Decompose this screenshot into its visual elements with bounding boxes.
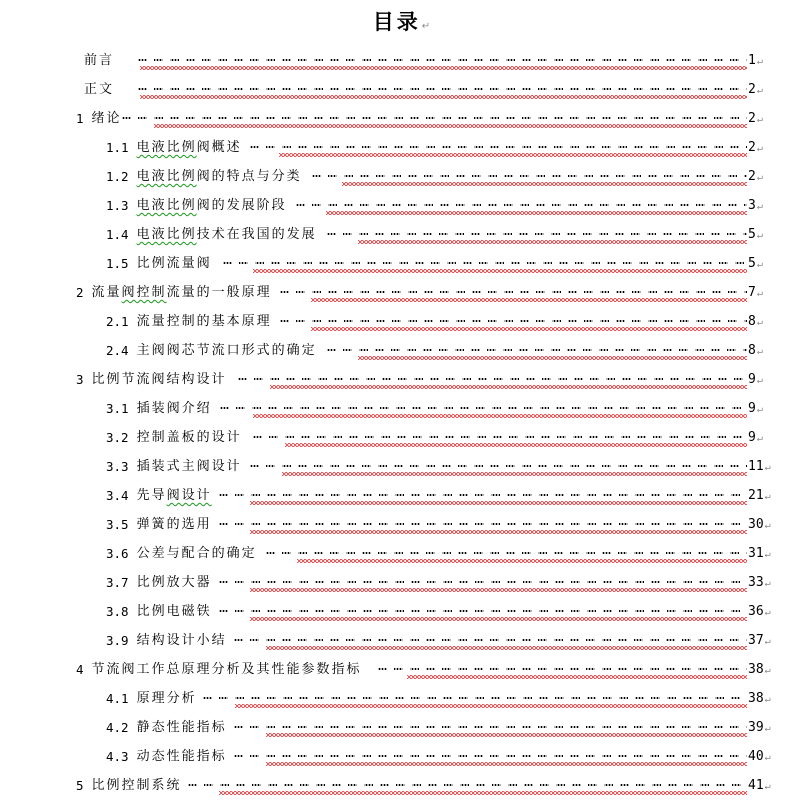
toc-entry-page: 2↵ — [748, 169, 763, 184]
dot-leader — [223, 249, 747, 278]
toc-entry-number: 2.4 — [106, 343, 129, 358]
toc-entry[interactable] — [0, 75, 803, 104]
paragraph-mark-icon: ↵ — [764, 520, 771, 531]
toc-entry-number: 2.1 — [106, 314, 129, 329]
toc-entry-title: 静态性能指标 — [136, 720, 227, 735]
toc-entry-page: 37↵ — [748, 633, 771, 648]
paragraph-mark-icon: ↵ — [764, 723, 771, 734]
spellcheck-underline — [358, 356, 747, 360]
spellcheck-underline — [326, 211, 747, 215]
toc-entry-title: 先导阀设计 — [136, 488, 212, 503]
toc-entry[interactable] — [0, 191, 803, 220]
paragraph-mark-icon: ↵ — [756, 346, 763, 357]
paragraph-mark-icon: ↵ — [756, 172, 763, 183]
spellcheck-underline — [250, 588, 747, 592]
toc-entry-number: 3 — [76, 372, 84, 387]
toc-entry-page: 41↵ — [748, 778, 771, 793]
dot-leader — [327, 336, 747, 365]
toc-entry[interactable] — [0, 307, 803, 336]
toc-entry-page: 9↵ — [748, 430, 763, 445]
spellcheck-underline — [282, 472, 747, 476]
toc-entry[interactable] — [0, 452, 803, 481]
spellcheck-underline — [250, 501, 747, 505]
toc-entry[interactable] — [0, 626, 803, 655]
paragraph-mark-icon: ↵ — [756, 114, 763, 125]
toc-entry-page: 2↵ — [748, 82, 763, 97]
spellcheck-underline — [311, 298, 747, 302]
toc-entry-page: 2↵ — [748, 111, 763, 126]
dot-leader — [188, 771, 747, 800]
spellcheck-underline — [266, 733, 747, 737]
dot-leader — [250, 452, 747, 481]
spellcheck-underline — [250, 617, 747, 621]
toc-entry-page: 1↵ — [748, 53, 763, 68]
toc-entry[interactable] — [0, 365, 803, 394]
toc-entry[interactable] — [0, 771, 803, 800]
grammar-underline: 电液比例 — [136, 198, 197, 213]
paragraph-mark-icon: ↵ — [756, 404, 763, 415]
toc-entry-number: 3.3 — [106, 459, 129, 474]
dot-leader — [266, 539, 747, 568]
dot-leader — [138, 75, 747, 104]
toc-entry[interactable] — [0, 220, 803, 249]
toc-entry-page: 38↵ — [748, 691, 771, 706]
toc-entry-title: 电液比例阀的特点与分类 — [136, 169, 302, 184]
paragraph-mark-icon: ↵ — [756, 143, 763, 154]
toc-entry[interactable] — [0, 510, 803, 539]
toc-entry-title: 节流阀工作总原理分析及其性能参数指标 — [91, 662, 362, 677]
toc-entry-title: 控制盖板的设计 — [136, 430, 242, 445]
spellcheck-underline — [140, 66, 747, 70]
toc-entry-number: 3.8 — [106, 604, 129, 619]
toc-entry-title: 比例放大器 — [136, 575, 212, 590]
toc-entry-title: 公差与配合的确定 — [136, 546, 257, 561]
toc-entry[interactable] — [0, 597, 803, 626]
toc-entry-page: 40↵ — [748, 749, 771, 764]
toc-entry-title: 电液比例技术在我国的发展 — [136, 227, 317, 242]
paragraph-mark-icon: ↵ — [764, 781, 771, 792]
toc-entry-number: 3.2 — [106, 430, 129, 445]
paragraph-mark-icon: ↵ — [764, 694, 771, 705]
toc-entry-title: 比例电磁铁 — [136, 604, 212, 619]
toc-entry-title: 主阀阀芯节流口形式的确定 — [136, 343, 317, 358]
paragraph-mark-icon: ↵ — [756, 259, 763, 270]
spellcheck-underline — [253, 414, 747, 418]
toc-entry-number: 2 — [76, 285, 84, 300]
paragraph-mark-icon: ↵ — [756, 85, 763, 96]
dot-leader — [203, 684, 747, 713]
paragraph-mark-icon: ↵ — [764, 549, 771, 560]
toc-entry[interactable] — [0, 713, 803, 742]
spellcheck-underline — [266, 762, 747, 766]
paragraph-mark-icon: ↵ — [764, 462, 771, 473]
spellcheck-underline — [285, 443, 747, 447]
spellcheck-underline — [266, 646, 747, 650]
paragraph-mark-icon: ↵ — [764, 491, 771, 502]
toc-entry-page: 31↵ — [748, 546, 771, 561]
toc-entry-title: 电液比例阀概述 — [136, 140, 242, 155]
grammar-underline: 电液比例 — [136, 140, 197, 155]
dot-leader — [312, 162, 747, 191]
paragraph-mark-icon: ↵ — [756, 230, 763, 241]
dot-leader — [219, 568, 747, 597]
spellcheck-underline — [297, 559, 747, 563]
toc-entry-number: 1.1 — [106, 140, 129, 155]
toc-entry-title: 比例流量阀 — [136, 256, 212, 271]
toc-entry-title: 插装式主阀设计 — [136, 459, 242, 474]
toc-entry[interactable] — [0, 278, 803, 307]
dot-leader — [219, 481, 747, 510]
toc-entry-title: 前言 — [84, 53, 115, 68]
toc-entry-title: 流量控制的基本原理 — [136, 314, 272, 329]
paragraph-mark-icon: ↵ — [756, 56, 763, 67]
toc-entry[interactable] — [0, 742, 803, 771]
toc-entry-number: 4 — [76, 662, 84, 677]
dot-leader — [220, 394, 747, 423]
paragraph-mark-icon: ↵ — [764, 607, 771, 618]
dot-leader — [378, 655, 747, 684]
toc-entry-page: 5↵ — [748, 227, 763, 242]
paragraph-mark-icon: ↵ — [756, 375, 763, 386]
toc-entry-title: 动态性能指标 — [136, 749, 227, 764]
toc-entry-page: 39↵ — [748, 720, 771, 735]
toc-entry-number: 1.4 — [106, 227, 129, 242]
toc-entry-number: 5 — [76, 778, 84, 793]
toc-entry-page: 30↵ — [748, 517, 771, 532]
toc-entry-title: 插装阀介绍 — [136, 401, 212, 416]
spellcheck-underline — [342, 182, 747, 186]
toc-entry-title: 流量阀控制流量的一般原理 — [91, 285, 272, 300]
grammar-underline: 电液比例 — [136, 169, 197, 184]
spellcheck-underline — [311, 327, 747, 331]
toc-entry-page: 9↵ — [748, 372, 763, 387]
toc-entry-number: 4.2 — [106, 720, 129, 735]
toc-entry[interactable] — [0, 104, 803, 133]
toc-entry-page: 9↵ — [748, 401, 763, 416]
toc-entry[interactable] — [0, 684, 803, 713]
toc-entry-page: 5↵ — [748, 256, 763, 271]
toc-entry[interactable] — [0, 46, 803, 75]
dot-leader — [138, 46, 747, 75]
dot-leader — [238, 365, 747, 394]
dot-leader — [234, 713, 747, 742]
toc-entry-page: 11↵ — [748, 459, 771, 474]
spellcheck-underline — [140, 95, 747, 99]
toc-entry-number: 3.5 — [106, 517, 129, 532]
spellcheck-underline — [279, 153, 747, 157]
spellcheck-underline — [235, 704, 747, 708]
toc-entry-number: 1.5 — [106, 256, 129, 271]
paragraph-mark-icon: ↵ — [421, 21, 431, 32]
spellcheck-underline — [358, 240, 747, 244]
paragraph-mark-icon: ↵ — [756, 201, 763, 212]
spellcheck-underline — [270, 385, 747, 389]
dot-leader — [296, 191, 747, 220]
toc-entry-page: 36↵ — [748, 604, 771, 619]
dot-leader — [219, 597, 747, 626]
paragraph-mark-icon: ↵ — [764, 578, 771, 589]
toc-entry-number: 4.1 — [106, 691, 129, 706]
toc-entry-number: 1.2 — [106, 169, 129, 184]
toc-entry-page: 33↵ — [748, 575, 771, 590]
toc-entry-number: 1 — [76, 111, 84, 126]
toc-entry[interactable] — [0, 249, 803, 278]
toc-entry-number: 3.6 — [106, 546, 129, 561]
spellcheck-underline — [250, 530, 747, 534]
toc-entry[interactable] — [0, 394, 803, 423]
paragraph-mark-icon: ↵ — [764, 665, 771, 676]
grammar-underline: 阀控制 — [121, 285, 167, 300]
dot-leader — [253, 423, 747, 452]
toc-entry-title: 原理分析 — [136, 691, 197, 706]
toc-entry-number: 1.3 — [106, 198, 129, 213]
dot-leader — [280, 278, 747, 307]
paragraph-mark-icon: ↵ — [756, 317, 763, 328]
paragraph-mark-icon: ↵ — [756, 433, 763, 444]
toc-entry[interactable] — [0, 655, 803, 684]
spellcheck-underline — [407, 675, 747, 679]
grammar-underline: 阀设计 — [166, 488, 212, 503]
toc-entry-page: 7↵ — [748, 285, 763, 300]
toc-entry-title: 绪论 — [91, 111, 122, 126]
paragraph-mark-icon: ↵ — [764, 636, 771, 647]
toc-entry-page: 21↵ — [748, 488, 771, 503]
dot-leader — [327, 220, 747, 249]
toc-entry-page: 3↵ — [748, 198, 763, 213]
toc-entry[interactable] — [0, 539, 803, 568]
toc-entry[interactable] — [0, 423, 803, 452]
toc-entry[interactable] — [0, 162, 803, 191]
toc-entry[interactable] — [0, 481, 803, 510]
toc-entry[interactable] — [0, 336, 803, 365]
dot-leader — [234, 742, 747, 771]
toc-entry-title: 比例控制系统 — [91, 778, 182, 793]
toc-entry-page: 8↵ — [748, 343, 763, 358]
toc-entry-page: 8↵ — [748, 314, 763, 329]
spellcheck-underline — [219, 791, 747, 795]
title-text: 目录 — [372, 10, 421, 34]
toc-entry-title: 比例节流阀结构设计 — [91, 372, 227, 387]
grammar-underline: 电液比例 — [136, 227, 197, 242]
dot-leader — [280, 307, 747, 336]
toc-entry[interactable] — [0, 133, 803, 162]
dot-leader — [234, 626, 747, 655]
paragraph-mark-icon: ↵ — [764, 752, 771, 763]
toc-entry-page: 2↵ — [748, 140, 763, 155]
toc-entry-number: 3.4 — [106, 488, 129, 503]
toc-entry-title: 电液比例阀的发展阶段 — [136, 198, 287, 213]
dot-leader — [219, 510, 747, 539]
spellcheck-underline — [253, 269, 747, 273]
toc-entry-title: 结构设计小结 — [136, 633, 227, 648]
dot-leader — [250, 133, 747, 162]
toc-entry-title: 弹簧的选用 — [136, 517, 212, 532]
toc-entry-number: 3.1 — [106, 401, 129, 416]
spellcheck-underline — [154, 124, 747, 128]
page-title — [0, 8, 803, 41]
dot-leader — [122, 104, 747, 133]
toc-entry[interactable] — [0, 568, 803, 597]
paragraph-mark-icon: ↵ — [756, 288, 763, 299]
toc-entry-title: 正文 — [84, 82, 115, 97]
toc-entry-number: 3.7 — [106, 575, 129, 590]
toc-entry-page: 38↵ — [748, 662, 771, 677]
toc-entry-number: 4.3 — [106, 749, 129, 764]
toc-entry-number: 3.9 — [106, 633, 129, 648]
